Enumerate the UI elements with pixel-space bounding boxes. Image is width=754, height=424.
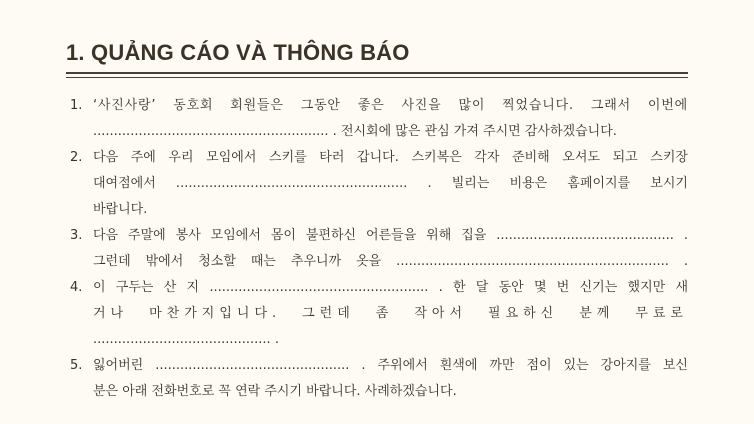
item-number: 1. bbox=[70, 98, 83, 113]
item-number: 3. bbox=[70, 228, 83, 243]
item-line: 바랍니다. bbox=[93, 202, 148, 217]
item-line: 분은 아래 전화번호로 꼭 연락 주시기 바랍니다. 사례하겠습니다. bbox=[93, 384, 457, 399]
list-item bbox=[66, 93, 688, 145]
item-number: 4. bbox=[70, 280, 83, 295]
item-line: ........................................... . bbox=[93, 332, 279, 347]
exercise-list bbox=[66, 93, 688, 405]
item-line: 이 구두는 산 지 ..................................................... . 한 달 동안 몇 번 신기는 했지만 새 bbox=[93, 280, 688, 295]
item-line: ‘사진사랑’ 동호회 회원들은 그동안 좋은 사진을 많이 찍었습니다. 그래서 이번에 bbox=[93, 98, 688, 113]
list-item bbox=[66, 145, 688, 223]
item-line: 거나 마찬가지입니다. 그런데 좀 작아서 필요하신 분께 무료로 bbox=[93, 306, 688, 321]
title-underline-thick bbox=[66, 72, 688, 74]
list-item bbox=[66, 275, 688, 353]
title-underline-thin bbox=[66, 77, 688, 78]
item-line: 다음 주말에 봉사 모임에서 몸이 불편하신 어른들을 위해 집을 ........................................... . bbox=[93, 228, 688, 243]
item-line: 그런데 밖에서 청소할 때는 추우니까 옷을 .................................................................. . bbox=[93, 254, 688, 269]
item-line: 다음 주에 우리 모임에서 스키를 타러 갑니다. 스키복은 각자 준비해 오셔도 되고 스키장 bbox=[93, 150, 688, 165]
item-line: ......................................................... . 전시회에 많은 관심 가져 주시면 감사하겠습니다. bbox=[93, 124, 617, 139]
section-title: 1. QUẢNG CÁO VÀ THÔNG BÁO bbox=[66, 40, 410, 65]
item-number: 2. bbox=[70, 150, 83, 165]
list-item bbox=[66, 353, 688, 405]
item-line: 대여점에서 ........................................................ . 빌리는 비용은 홈페이지를 보시기 bbox=[93, 176, 688, 191]
list-item bbox=[66, 223, 688, 275]
item-number: 5. bbox=[70, 358, 83, 373]
item-line: 잃어버린 ............................................... . 주위에서 흰색에 까만 점이 있는 강아지를 보신 bbox=[93, 358, 688, 373]
